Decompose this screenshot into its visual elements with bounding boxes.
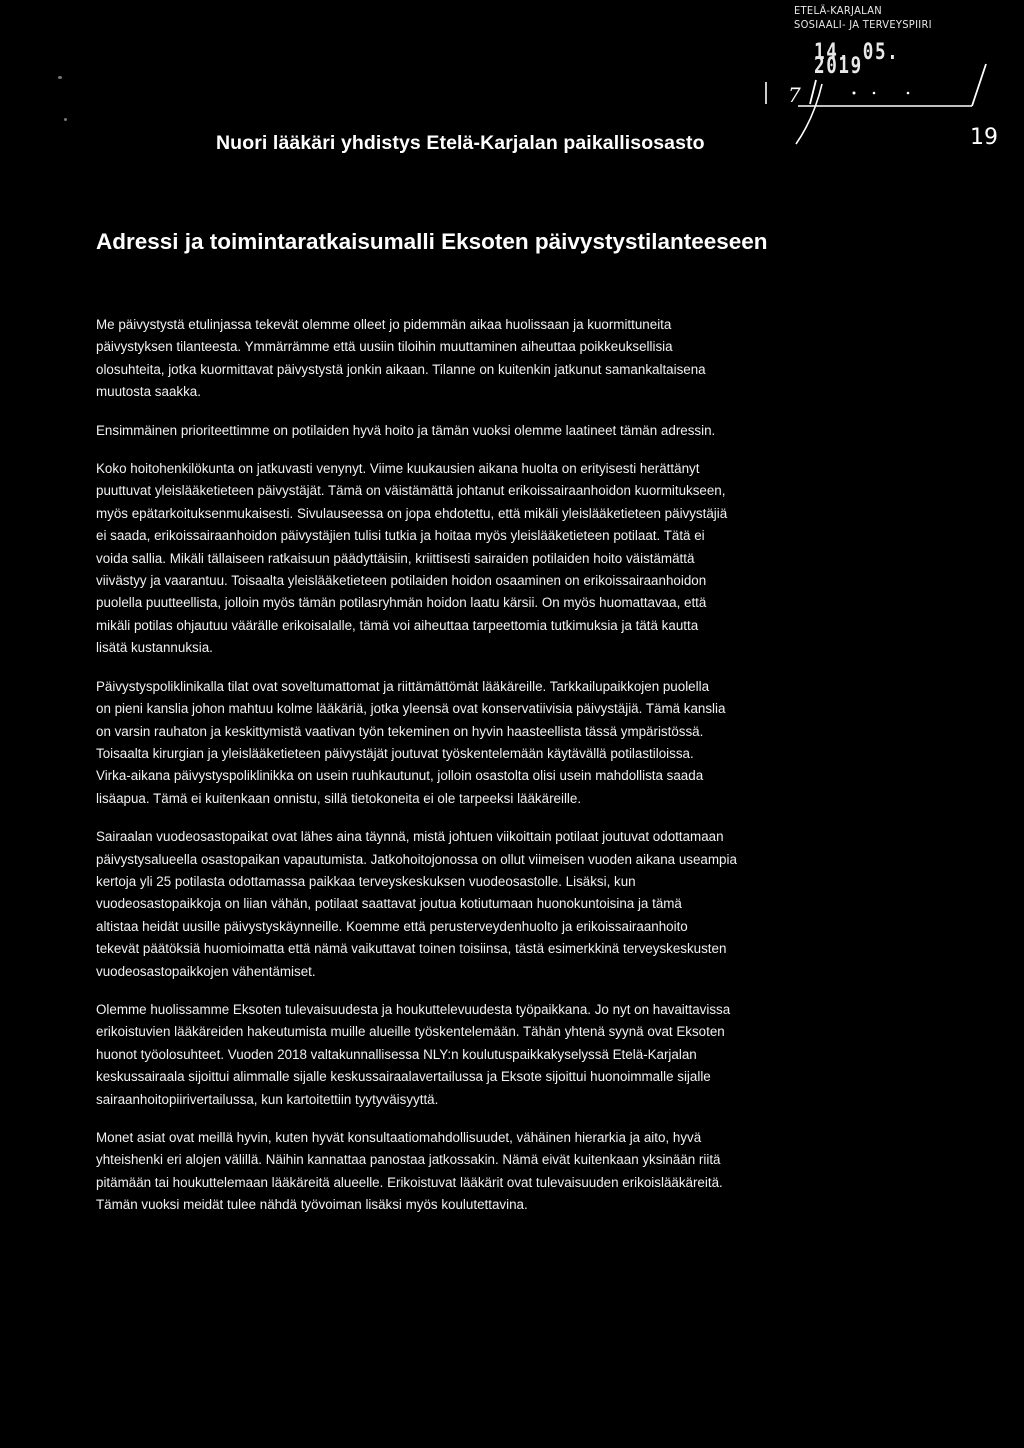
scan-speck — [64, 118, 67, 121]
organization-name: Nuori lääkäri yhdistys Etelä-Karjalan paikallisosasto — [216, 132, 705, 154]
paragraph: Sairaalan vuodeosastopaikat ovat lähes aina täynnä, mistä johtuen viikoittain potilaat joutuvat odottamaan päivystysalueella osastopaikan vapautumista. Jatkohoitojonossa on ollut viimeisen vuoden aikana useampia kertoja yli 25 potilasta odottamassa paikkaa terveyskeskuksen vuodeosastolle. Lisäksi, kun vuodeosastopaikkoja on liian vähän, potilaat saattavat joutua kotiutumaan huonokuntoisina ja tämä altistaa heidät uusille päivystyskäynneille. Koemme että perusterveydenhuolto ja erikoissairaanhoito tekevät päätöksiä huomioimatta että nämä vaikuttavat toinen toisiinsa, tästä esimerkkinä terveyskeskusten vuodeosastopaikkojen vähentämiset. — [96, 829, 737, 979]
stamp-ref-number: 7 — [788, 83, 801, 107]
paragraph: Monet asiat ovat meillä hyvin, kuten hyvät konsultaatiomahdollisuudet, vähäinen hierarkia ja aito, hyvä yhteishenki eri alojen välillä. Näihin kannattaa panostaa jatkossakin. Nämä eivät kuitenkaan yksinään riitä pitämään tai houkuttelemaan lääkäreitä alueelle. Erikoistuvat lääkärit ovat tulevaisuuden erikoislääkäreitä. Tämän vuoksi meidät tulee nähdä työvoiman lisäksi myös koulutettavina. — [96, 1130, 723, 1213]
stamp-org-line-2: SOSIAALI- JA TERVEYSPIIRI — [794, 18, 932, 31]
paragraph: Olemme huolissamme Eksoten tulevaisuudesta ja houkuttelevuudesta työpaikkana. Jo nyt on havaittavissa erikoistuvien lääkäreiden hakeutumista muille alueille työskentelemään. Tähän yhtenä syynä ovat Eksoten huonot työolosuhteet. Vuoden 2018 valtakunnallisessa NLY:n koulutuspaikkakyselyssä Etelä-Karjalan keskussairaala sijoittui alimmalle sijalle keskussairaalavertailussa ja Eksote sijoittui huonoimmalle sijalle sairaanhoitopiirivertailussa, kun kartoitettiin tyytyväisyyttä. — [96, 1001, 731, 1107]
paragraph: Päivystyspoliklinikalla tilat ovat soveltumattomat ja riittämättömät lääkäreille. Tarkkailupaikkojen puolella on pieni kanslia johon mahtuu kolme lääkäriä, jotka yleensä ovat konservatiivisia päivystäjiä. Tämä kanslia on varsin rauhaton ja keskittymistä vaativan työn tekeminen on hyvin haasteellista tässä ympäristössä. Toisaalta kirurgian ja yleislääketieteen päivystäjät joutuvat työskentelemään käytävällä potilastiloissa. Virka-aikana päivystyspoliklinikka on usein ruuhkautunut, jolloin osastolta olisi usein mahdollista saada lisäapua. Tämä ei kuitenkaan onnistu, sillä tietokoneita ei ole tarpeeksi lääkäreille. — [96, 678, 726, 806]
stamp-slash-left — [810, 80, 816, 104]
stamp-dot — [853, 92, 856, 95]
stamp-slash-right — [972, 64, 986, 106]
stamp-dot — [873, 92, 876, 95]
scan-speck — [58, 76, 62, 79]
document-body — [96, 314, 926, 1233]
stamp-date: 14. 05. 2019 — [814, 40, 900, 79]
stamp-dot — [907, 92, 910, 95]
paragraph: Me päivystystä etulinjassa tekevät olemme olleet jo pidemmän aikaa huolissaan ja kuormittuneita päivystyksen tilanteesta. Ymmärrämme että uusiin tiloihin muuttaminen aiheuttaa poikkeuksellisia olosuhteita, jotka kuormittavat päivystystä jonkin aikaan. Tilanne on kuitenkin jatkunut samankaltaisena muutosta saakka. — [96, 317, 706, 400]
stamp-org-line-1: ETELÄ-KARJALAN — [794, 4, 882, 17]
paragraph: Koko hoitohenkilökunta on jatkuvasti venynyt. Viime kuukausien aikana huolta on erityisesti herättänyt puuttuvat yleislääketieteen päivystäjät. Tämä on väistämättä johtanut erikoissairaanhoidon kuormitukseen, myös epätarkoituksenmukaisesti. Sivulauseessa on jopa ehdotettu, että mikäli yleislääketieteen päivystäjiä ei saada, erikoissairaanhoidon päivystäjien tulisi tutkia ja hoitaa myös yleislääketieteen potilaat. Tätä ei voida sallia. Mikäli tällaiseen ratkaisuun päädyttäisiin, kriittisesti sairaiden potilaiden hoito väistämättä viivästyy ja vaarantuu. Toisaalta yleislääketieteen potilaiden hoidon osaaminen on erikoissairaanhoidon puolella puutteellista, jolloin myös tämän potilasryhmän hoidon laatu kärsii. On myös huomattavaa, että mikäli potilas ohjautuu väärälle erikoisalalle, tämä voi aiheuttaa tarpeettomia tutkimuksia ja tätä kautta lisätä kustannuksia. — [96, 461, 728, 656]
registry-stamp — [794, 4, 994, 79]
stamp-handwritten-number: 19 — [970, 125, 998, 150]
paragraph: Ensimmäinen prioriteettimme on potilaiden hyvä hoito ja tämän vuoksi olemme laatineet tämän adressin. — [96, 422, 716, 438]
document-title: Adressi ja toimintaratkaisumalli Eksoten päivystystilanteeseen — [96, 229, 768, 254]
stamp-handwriting — [758, 60, 1020, 150]
